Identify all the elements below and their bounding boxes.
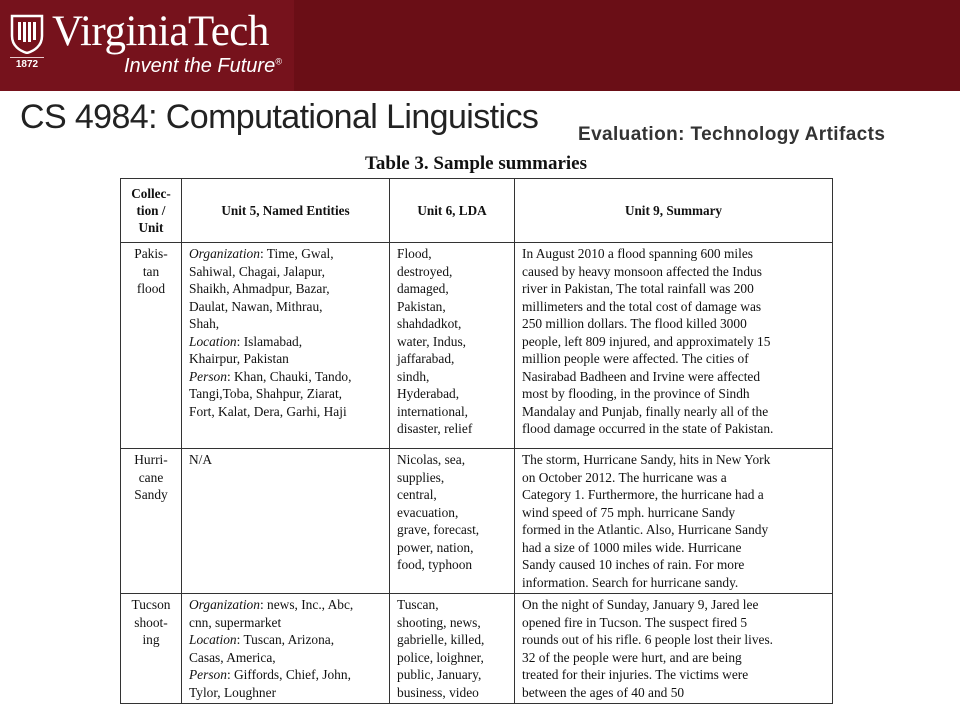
person-label: Person bbox=[189, 667, 227, 682]
lda-cell bbox=[390, 449, 515, 594]
lda-line: supplies, bbox=[397, 469, 445, 485]
summary-line: million people were affected. The cities of bbox=[522, 351, 749, 366]
entity-line: Khairpur, Pakistan bbox=[189, 351, 289, 366]
entity-line: Tangi,Toba, Shahpur, Ziarat, bbox=[189, 386, 343, 401]
summary-cell bbox=[515, 449, 833, 594]
collection-line: Tucson bbox=[131, 597, 171, 612]
summary-line: formed in the Atlantic. Also, Hurricane Sandy bbox=[522, 522, 769, 537]
lda-line: sindh, bbox=[397, 368, 430, 384]
entity-line: Shaikh, Ahmadpur, Bazar, bbox=[189, 281, 330, 296]
summary-line: Nasirabad Badheen and Irvine were affected bbox=[522, 368, 761, 384]
entity-line: cnn, supermarket bbox=[189, 614, 282, 630]
table-row bbox=[121, 243, 833, 449]
collection-line: shoot- bbox=[134, 614, 168, 630]
entities-cell bbox=[182, 449, 390, 594]
header-collection-line: Unit bbox=[138, 220, 164, 235]
lda-line: grave, forecast, bbox=[397, 522, 480, 537]
summary-line: opened fire in Tucson. The suspect fired 5 bbox=[522, 614, 748, 630]
entity-line: Person: Giffords, Chief, John, bbox=[189, 667, 351, 682]
summary-line: river in Pakistan, The total rainfall was 200 bbox=[522, 281, 754, 296]
summary-line: flood damage occurred in the state of Pakistan. bbox=[522, 421, 774, 436]
collection-line: Hurri- bbox=[134, 452, 168, 467]
summary-cell bbox=[515, 594, 833, 704]
logo-wordmark: VirginiaTech bbox=[52, 8, 269, 55]
summary-line: wind speed of 75 mph. hurricane Sandy bbox=[522, 504, 736, 520]
lda-line: food, typhoon bbox=[397, 557, 473, 572]
course-title: CS 4984: Computational Linguistics bbox=[20, 98, 539, 136]
table-header-row bbox=[121, 179, 833, 243]
collection-line: tan bbox=[142, 263, 160, 279]
header-collection bbox=[121, 179, 182, 243]
lda-line: international, bbox=[397, 403, 469, 419]
summary-line: Category 1. Furthermore, the hurricane had a bbox=[522, 487, 764, 502]
lda-line: evacuation, bbox=[397, 504, 459, 520]
collection-line: Sandy bbox=[134, 487, 168, 502]
summary-line: between the ages of 40 and 50 bbox=[522, 684, 685, 700]
summary-line: rounds out of his rifle. 6 people lost their lives. bbox=[522, 632, 774, 647]
summary-line: people, left 809 injured, and approximately 15 bbox=[522, 333, 771, 349]
logo-year: 1872 bbox=[10, 57, 44, 70]
summary-line: caused by heavy monsoon affected the Indus bbox=[522, 263, 762, 279]
logo-tagline: Invent the Future® bbox=[124, 55, 282, 77]
summary-line: information. Search for hurricane sandy. bbox=[522, 574, 739, 590]
summary-line: millimeters and the total cost of damage was bbox=[522, 298, 762, 314]
entities-cell bbox=[182, 243, 390, 449]
lda-line: public, January, bbox=[397, 667, 482, 682]
entity-line: Location: Islamabad, bbox=[189, 333, 303, 349]
shield-icon bbox=[10, 14, 44, 54]
collection-cell bbox=[121, 243, 182, 449]
lda-line: damaged, bbox=[397, 281, 449, 296]
lda-line: gabrielle, killed, bbox=[397, 632, 485, 647]
summaries-table bbox=[120, 178, 833, 704]
collection-cell bbox=[121, 594, 182, 704]
entity-line: Tylor, Loughner bbox=[189, 684, 277, 700]
organization-label: Organization bbox=[189, 246, 260, 261]
location-label: Location bbox=[189, 333, 237, 349]
entity-line: Shah, bbox=[189, 316, 220, 331]
summary-line: Mandalay and Punjab, finally nearly all of the bbox=[522, 403, 769, 419]
entities-cell bbox=[182, 594, 390, 704]
collection-cell bbox=[121, 449, 182, 594]
lda-line: destroyed, bbox=[397, 263, 453, 279]
header-unit6: Unit 6, LDA bbox=[390, 179, 515, 243]
summary-line: 250 million dollars. The flood killed 3000 bbox=[522, 316, 747, 331]
header-collection-line: tion / bbox=[136, 203, 166, 218]
collection-line: ing bbox=[142, 632, 160, 647]
header-collection-line: Collec- bbox=[131, 186, 171, 201]
not-available-text: N/A bbox=[189, 452, 213, 467]
summary-line: had a size of 1000 miles wide. Hurricane bbox=[522, 539, 742, 555]
lda-cell bbox=[390, 243, 515, 449]
header-banner bbox=[0, 0, 960, 91]
collection-line: cane bbox=[138, 469, 164, 485]
lda-line: Pakistan, bbox=[397, 298, 446, 314]
lda-line: shooting, news, bbox=[397, 614, 481, 630]
lda-line: water, Indus, bbox=[397, 333, 466, 349]
entity-line: Sahiwal, Chagai, Jalapur, bbox=[189, 263, 325, 279]
entity-line: Daulat, Nawan, Mithrau, bbox=[189, 298, 323, 314]
lda-line: shahdadkot, bbox=[397, 316, 462, 331]
collection-line: flood bbox=[136, 281, 166, 296]
entity-line: Fort, Kalat, Dera, Garhi, Haji bbox=[189, 403, 347, 419]
lda-line: power, nation, bbox=[397, 539, 474, 555]
person-label: Person bbox=[189, 368, 227, 384]
entity-line: Person: Khan, Chauki, Tando, bbox=[189, 368, 352, 384]
table-caption: Table 3. Sample summaries bbox=[364, 153, 588, 174]
lda-line: Nicolas, sea, bbox=[397, 452, 466, 467]
summary-line: 32 of the people were hurt, and are being bbox=[522, 649, 742, 665]
lda-line: disaster, relief bbox=[397, 421, 473, 436]
section-title: Evaluation: Technology Artifacts bbox=[578, 124, 886, 145]
summary-line: The storm, Hurricane Sandy, hits in New York bbox=[522, 452, 771, 467]
entity-line: Organization: news, Inc., Abc, bbox=[189, 597, 354, 612]
summary-line: treated for their injuries. The victims were bbox=[522, 667, 749, 682]
header-unit9: Unit 9, Summary bbox=[515, 179, 833, 243]
summary-line: on October 2012. The hurricane was a bbox=[522, 469, 727, 485]
location-label: Location bbox=[189, 632, 237, 647]
table-row bbox=[121, 449, 833, 594]
summary-line: Sandy caused 10 inches of rain. For more bbox=[522, 557, 745, 572]
lda-line: police, loighner, bbox=[397, 649, 484, 665]
collection-line: Pakis- bbox=[134, 246, 168, 261]
summary-line: On the night of Sunday, January 9, Jared lee bbox=[522, 597, 759, 612]
entity-line: Organization: Time, Gwal, bbox=[189, 246, 334, 261]
summary-line: most by flooding, in the province of Sindh bbox=[522, 386, 750, 401]
table-row bbox=[121, 594, 833, 704]
lda-cell bbox=[390, 594, 515, 704]
lda-line: Tuscan, bbox=[397, 597, 439, 612]
summary-cell bbox=[515, 243, 833, 449]
trademark-mark: ® bbox=[275, 56, 282, 67]
entity-line: Location: Tuscan, Arizona, bbox=[189, 632, 335, 647]
university-logo[interactable] bbox=[0, 0, 294, 91]
summary-line: In August 2010 a flood spanning 600 miles bbox=[522, 246, 753, 261]
lda-line: jaffarabad, bbox=[397, 351, 455, 366]
lda-line: business, video bbox=[397, 684, 479, 700]
entity-line: Casas, America, bbox=[189, 649, 276, 665]
lda-line: central, bbox=[397, 487, 437, 502]
lda-line: Hyderabad, bbox=[397, 386, 460, 401]
organization-label: Organization bbox=[189, 597, 260, 612]
header-unit5: Unit 5, Named Entities bbox=[182, 179, 390, 243]
lda-line: Flood, bbox=[397, 246, 432, 261]
